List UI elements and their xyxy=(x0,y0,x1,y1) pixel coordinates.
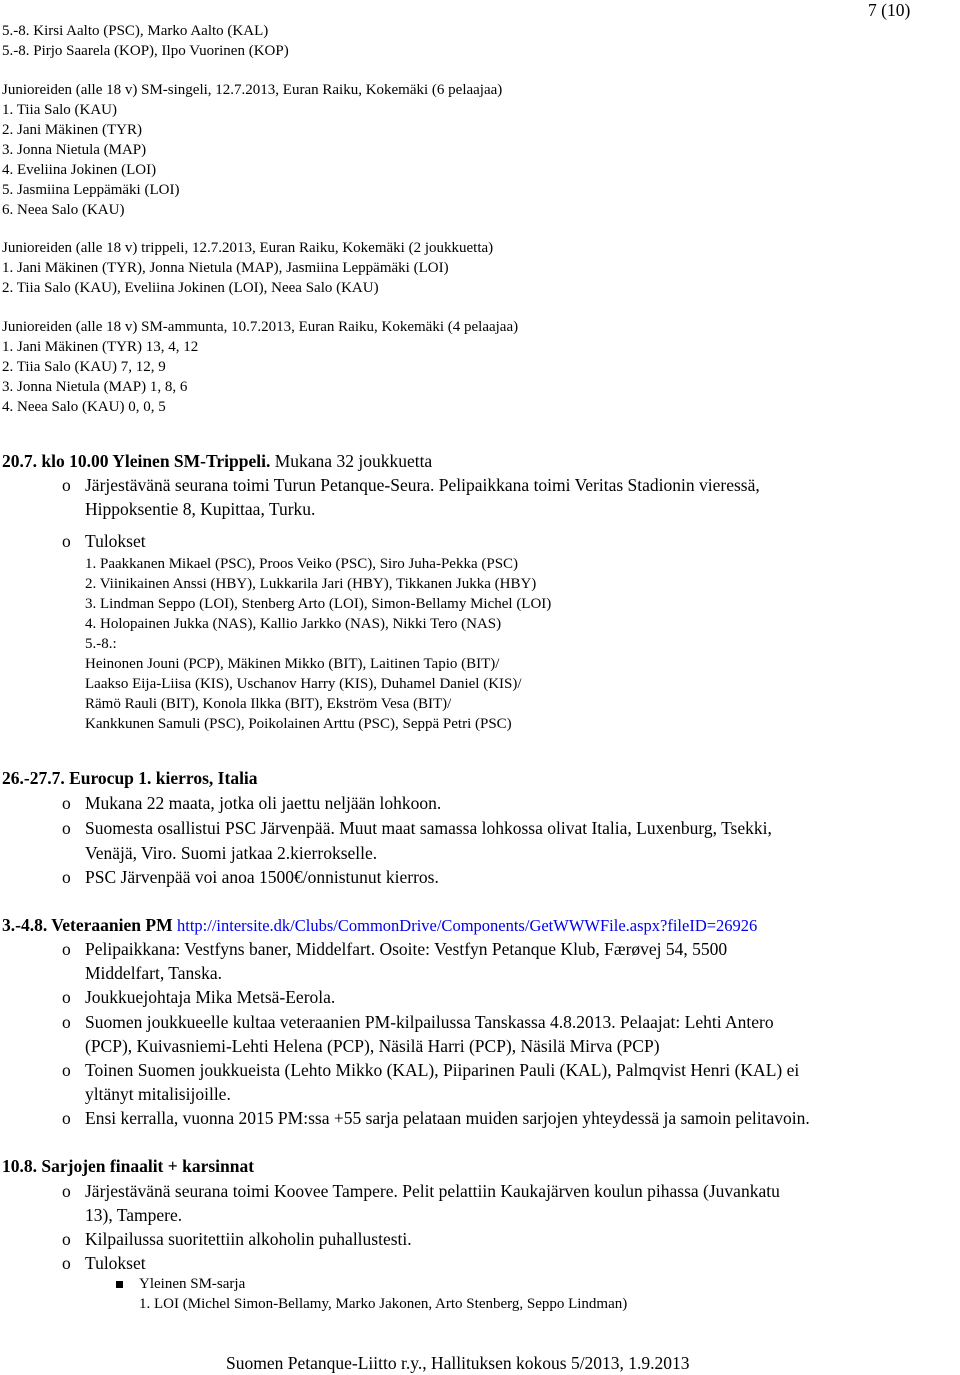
heading-bold: 20.7. klo 10.00 Yleinen SM-Trippeli. xyxy=(2,451,271,471)
page-footer: Suomen Petanque-Liitto r.y., Hallituksen kokous 5/2013, 1.9.2013 xyxy=(226,1353,690,1373)
result-line: 1. Jani Mäkinen (TYR) 13, 4, 12 xyxy=(2,339,199,355)
result-line: Rämö Rauli (BIT), Konola Ilkka (BIT), Ekström Vesa (BIT)/ xyxy=(85,696,452,712)
paragraph-line: Järjestävänä seurana toimi Koovee Tampere. Pelit pelattiin Kaukajärven koulun pihassa (Juvankatu xyxy=(85,1181,780,1201)
paragraph-line: Ensi kerralla, vuonna 2015 PM:ssa +55 sarja pelataan muiden sarjojen yhteydessä ja samoin pelitavoin. xyxy=(85,1108,810,1128)
bullet-marker: o xyxy=(62,793,71,813)
result-line: 2. Tiia Salo (KAU) 7, 12, 9 xyxy=(2,359,166,375)
bullet-marker: o xyxy=(62,1181,71,1201)
result-line: 2. Jani Mäkinen (TYR) xyxy=(2,122,142,138)
veterans-link[interactable]: http://intersite.dk/Clubs/CommonDrive/Components/GetWWWFile.aspx?fileID=26926 xyxy=(176,916,758,935)
result-line: 5. Jasmiina Leppämäki (LOI) xyxy=(2,182,180,198)
result-line: Laakso Eija-Liisa (KIS), Uschanov Harry (KIS), Duhamel Daniel (KIS)/ xyxy=(85,676,522,692)
bullet-marker: o xyxy=(62,475,71,495)
paragraph-line: Suomesta osallistui PSC Järvenpää. Muut maat samassa lohkossa olivat Italia, Luxenburg, Tsekki, xyxy=(85,818,772,838)
sub-bullet-label: Yleinen SM-sarja xyxy=(139,1276,246,1292)
section-title-shooting: Junioreiden (alle 18 v) SM-ammunta, 10.7.2013, Euran Raiku, Kokemäki (4 pelaajaa) xyxy=(2,319,519,335)
paragraph-line: Kilpailussa suoritettiin alkoholin puhallustesti. xyxy=(85,1229,412,1249)
result-line: 3. Jonna Nietula (MAP) xyxy=(2,142,147,158)
result-line: 5.-8.: xyxy=(85,636,117,652)
bullet-marker: o xyxy=(62,818,71,838)
result-line: 1. Tiia Salo (KAU) xyxy=(2,102,118,118)
heading-bold: 3.-4.8. Veteraanien PM xyxy=(2,915,173,935)
result-line: Kankkunen Samuli (PSC), Poikolainen Arttu (PSC), Seppä Petri (PSC) xyxy=(85,716,512,732)
results-label: Tulokset xyxy=(85,531,146,551)
paragraph-line: Pelipaikkana: Vestfyns baner, Middelfart. Osoite: Vestfyn Petanque Klub, Færøvej 54, 5500 xyxy=(85,939,728,959)
page-number: 7 (10) xyxy=(868,0,911,20)
section-title-singles: Junioreiden (alle 18 v) SM-singeli, 12.7.2013, Euran Raiku, Kokemäki (6 pelaajaa) xyxy=(2,82,503,98)
result-line: 1. LOI (Michel Simon-Bellamy, Marko Jakonen, Arto Stenberg, Seppo Lindman) xyxy=(139,1296,628,1312)
results-label: Tulokset xyxy=(85,1253,146,1273)
result-line: 2. Tiia Salo (KAU), Eveliina Jokinen (LOI), Neea Salo (KAU) xyxy=(2,280,379,296)
bullet-marker: o xyxy=(62,1108,71,1128)
result-line: 2. Viinikainen Anssi (HBY), Lukkarila Jari (HBY), Tikkanen Jukka (HBY) xyxy=(85,576,537,592)
paragraph-line: 13), Tampere. xyxy=(85,1205,183,1225)
result-line: 5.-8. Kirsi Aalto (PSC), Marko Aalto (KAL) xyxy=(2,23,269,39)
heading-rest: Mukana 32 joukkuetta xyxy=(270,451,433,471)
paragraph-line: Toinen Suomen joukkueista (Lehto Mikko (KAL), Piiparinen Pauli (KAL), Palmqvist Henri (KAL) ei xyxy=(85,1060,800,1080)
result-line: 3. Jonna Nietula (MAP) 1, 8, 6 xyxy=(2,379,188,395)
bullet-marker: o xyxy=(62,867,71,887)
paragraph-line: PSC Järvenpää voi anoa 1500€/onnistunut kierros. xyxy=(85,867,439,887)
paragraph-line: (PCP), Kuivasniemi-Lehti Helena (PCP), Näsilä Harri (PCP), Näsilä Mirva (PCP) xyxy=(85,1036,660,1056)
section-heading-eurocup: 26.-27.7. Eurocup 1. kierros, Italia xyxy=(2,768,258,788)
paragraph-line: Mukana 22 maata, jotka oli jaettu neljään lohkoon. xyxy=(85,793,442,813)
result-line: 5.-8. Pirjo Saarela (KOP), Ilpo Vuorinen (KOP) xyxy=(2,43,289,59)
section-heading-veterans xyxy=(2,917,757,935)
paragraph-line: Hippoksentie 8, Kupittaa, Turku. xyxy=(85,499,316,519)
result-line: 4. Holopainen Jukka (NAS), Kallio Jarkko (NAS), Nikki Tero (NAS) xyxy=(85,616,502,632)
paragraph-line: Joukkuejohtaja Mika Metsä-Eerola. xyxy=(85,987,336,1007)
result-line: 4. Eveliina Jokinen (LOI) xyxy=(2,162,157,178)
result-line: 4. Neea Salo (KAU) 0, 0, 5 xyxy=(2,399,166,415)
square-bullet-icon xyxy=(116,1281,123,1288)
bullet-marker: o xyxy=(62,1229,71,1249)
section-title-triples-junior: Junioreiden (alle 18 v) trippeli, 12.7.2013, Euran Raiku, Kokemäki (2 joukkuetta) xyxy=(2,240,494,256)
section-heading-trippeli xyxy=(2,453,432,471)
result-line: 1. Paakkanen Mikael (PSC), Proos Veiko (PSC), Siro Juha-Pekka (PSC) xyxy=(85,556,519,572)
bullet-marker: o xyxy=(62,1253,71,1273)
bullet-marker: o xyxy=(62,939,71,959)
result-line: 1. Jani Mäkinen (TYR), Jonna Nietula (MAP), Jasmiina Leppämäki (LOI) xyxy=(2,260,449,276)
bullet-marker: o xyxy=(62,531,71,551)
bullet-marker: o xyxy=(62,1060,71,1080)
section-heading-finals: 10.8. Sarjojen finaalit + karsinnat xyxy=(2,1156,255,1176)
paragraph-line: Middelfart, Tanska. xyxy=(85,963,222,983)
paragraph-line: Venäjä, Viro. Suomi jatkaa 2.kierrokselle. xyxy=(85,843,378,863)
result-line: 3. Lindman Seppo (LOI), Stenberg Arto (LOI), Simon-Bellamy Michel (LOI) xyxy=(85,596,552,612)
result-line: 6. Neea Salo (KAU) xyxy=(2,202,125,218)
bullet-marker: o xyxy=(62,987,71,1007)
result-line: Heinonen Jouni (PCP), Mäkinen Mikko (BIT), Laitinen Tapio (BIT)/ xyxy=(85,656,500,672)
paragraph-line: Järjestävänä seurana toimi Turun Petanque-Seura. Pelipaikkana toimi Veritas Stadionin vieressä, xyxy=(85,475,760,495)
bullet-marker: o xyxy=(62,1012,71,1032)
paragraph-line: Suomen joukkueelle kultaa veteraanien PM-kilpailussa Tanskassa 4.8.2013. Pelaajat: Lehti Antero xyxy=(85,1012,774,1032)
paragraph-line: yltänyt mitalisijoille. xyxy=(85,1084,231,1104)
